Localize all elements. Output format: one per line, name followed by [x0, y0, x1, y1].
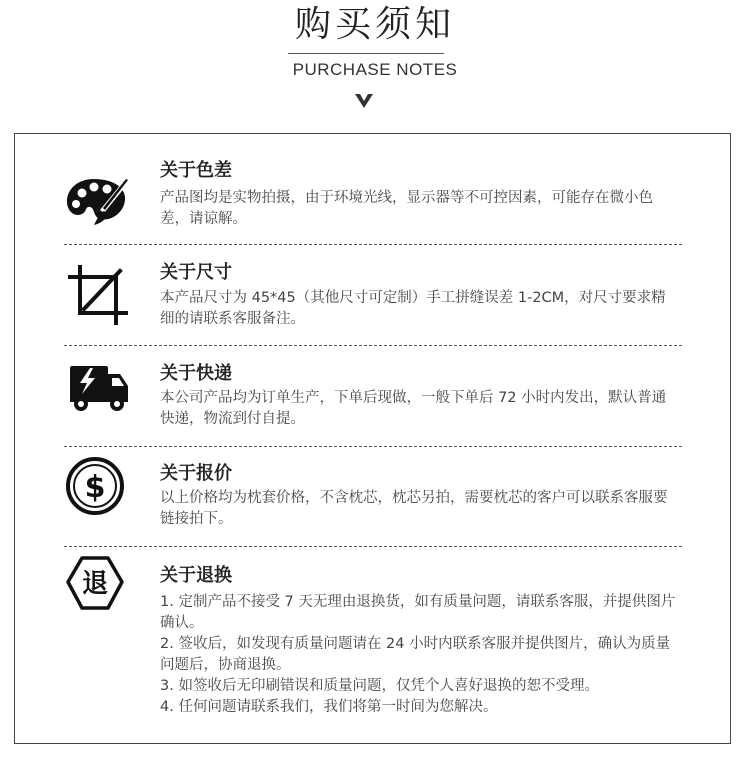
chevron-down-icon: [354, 92, 374, 110]
section-text: 3. 如签收后无印刷错误和质量问题，仅凭个人喜好退换的恕不受理。: [160, 678, 599, 694]
svg-text:$: $: [84, 470, 106, 505]
section-text: 以上价格均为枕套价格，不含枕芯，枕芯另拍，需要枕芯的客户可以联系客服要链接拍下。: [160, 490, 668, 527]
section-delivery: [64, 358, 682, 443]
delivery-truck-icon: [64, 358, 132, 426]
page-title: 购买须知: [294, 4, 455, 45]
dollar-coin-icon: [64, 452, 132, 520]
section-text: 本产品尺寸为 45*45（其他尺寸可定制）手工拼缝误差 1-2CM，对尺寸要求精细的请联系客服备注。: [160, 290, 666, 327]
section-title: 关于快递: [160, 363, 232, 384]
section-body: [160, 488, 680, 530]
section-price: [64, 458, 682, 543]
return-badge-label: 退: [81, 569, 109, 599]
section-text: 产品图均是实物拍摄，由于环境光线，显示器等不可控因素，可能存在微小色差，请谅解。: [160, 190, 653, 227]
section-text: 1. 定制产品不接受 7 天无理由退换货，如有质量问题，请联系客服，并提供图片确认。: [160, 594, 676, 631]
section-returns: [64, 560, 682, 730]
crop-icon: [64, 261, 132, 329]
section-title: 关于色差: [160, 160, 232, 181]
section-body: [160, 592, 680, 718]
dashed-divider: [64, 446, 682, 447]
dashed-divider: [64, 244, 682, 245]
section-title: 关于尺寸: [160, 262, 232, 283]
palette-icon: [64, 167, 132, 235]
section-body: [160, 288, 680, 330]
section-body: [160, 188, 680, 230]
dashed-divider: [64, 345, 682, 346]
section-color: [64, 155, 682, 240]
title-divider: [288, 53, 444, 54]
section-body: [160, 388, 680, 430]
section-text: 2. 签收后，如发现有质量问题请在 24 小时内联系客服并提供图片，确认为质量问题后，协商退换。: [160, 636, 671, 673]
section-text: 本公司产品均为订单生产，下单后现做，一般下单后 72 小时内发出，默认普通快递，物流到付自提。: [160, 390, 667, 427]
section-text: 4. 任何问题请联系我们，我们将第一时间为您解决。: [160, 699, 498, 715]
section-title: 关于报价: [160, 463, 232, 484]
section-size: [64, 257, 682, 342]
dashed-divider: [64, 546, 682, 547]
page-subtitle: PURCHASE NOTES: [292, 60, 458, 79]
return-badge-icon: [64, 552, 132, 620]
section-title: 关于退换: [160, 565, 232, 586]
